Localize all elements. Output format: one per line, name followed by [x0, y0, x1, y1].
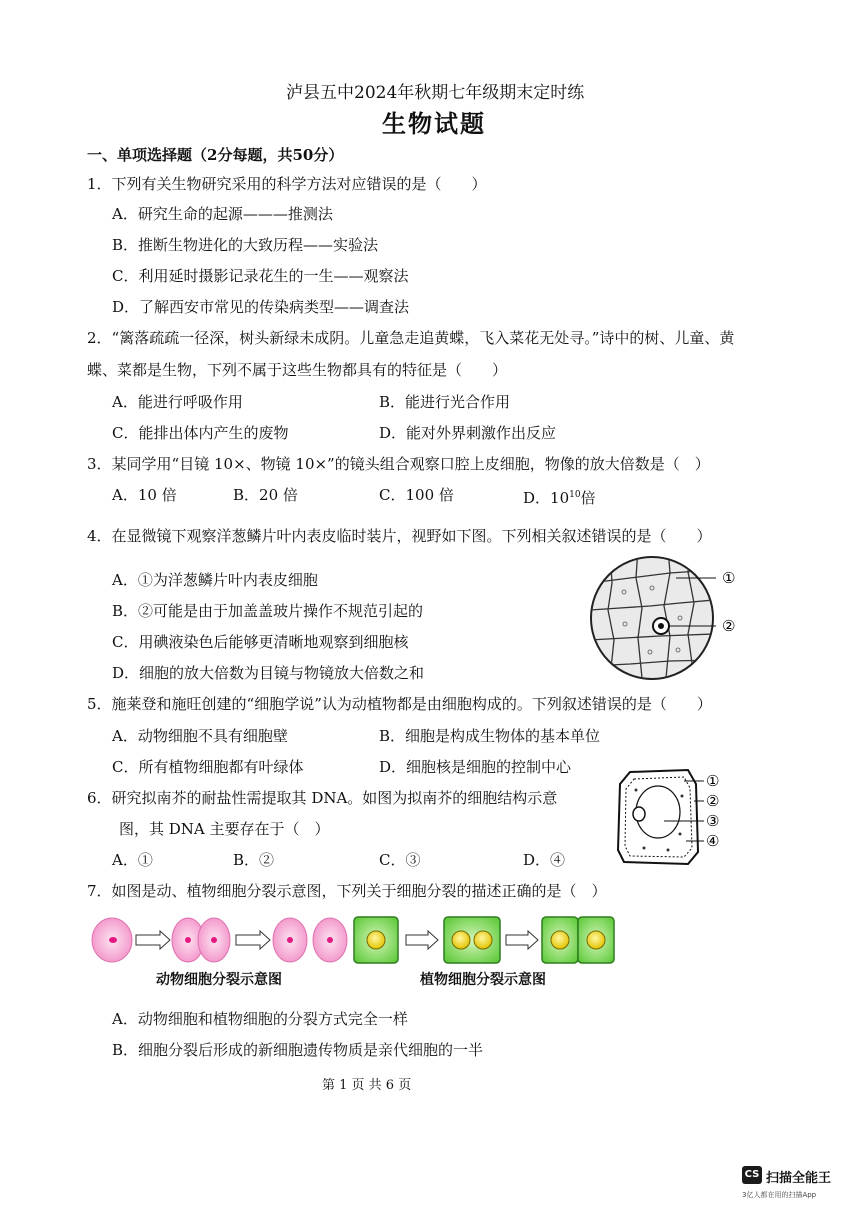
- exam-title: 泸县五中2024年秋期七年级期末定时练: [286, 83, 585, 103]
- question-7-option-b: B．细胞分裂后形成的新细胞遗传物质是亲代细胞的一半: [112, 1041, 484, 1059]
- question-2-option-d: D．能对外界刺激作出反应: [379, 424, 557, 442]
- animal-division-caption: 动物细胞分裂示意图: [156, 972, 282, 988]
- question-4-option-a: A．①为洋葱鳞片叶内表皮细胞: [112, 571, 318, 589]
- question-3-option-c: C．100 倍: [379, 486, 454, 504]
- question-7-option-a: A．动物细胞和植物细胞的分裂方式完全一样: [112, 1010, 408, 1028]
- camscanner-name: 扫描全能王: [766, 1171, 832, 1186]
- question-5-option-d: D．细胞核是细胞的控制中心: [379, 758, 572, 776]
- subject-title: 生物试题: [382, 109, 486, 138]
- animal-cell-division-figure: [90, 912, 360, 968]
- cell-label-1: ①: [706, 772, 720, 790]
- question-5-stem: 5．施莱登和施旺创建的“细胞学说”认为动植物都是由细胞构成的。下列叙述错误的是（ ）: [87, 695, 712, 713]
- question-2-option-a: A．能进行呼吸作用: [112, 393, 243, 411]
- question-6-stem-line1: 6．研究拟南芥的耐盐性需提取其 DNA。如图为拟南芥的细胞结构示意: [87, 789, 558, 807]
- question-5-option-c: C．所有植物细胞都有叶绿体: [112, 758, 304, 776]
- question-1-option-d: D．了解西安市常见的传染病类型——调查法: [112, 298, 410, 316]
- question-2-option-c: C．能排出体内产生的废物: [112, 424, 289, 442]
- question-1-option-c: C．利用延时摄影记录花生的一生——观察法: [112, 267, 409, 285]
- question-3-option-d: D．$10^{10}$倍: [523, 489, 596, 507]
- question-2-stem-line2: 蝶、菜都是生物，下列不属于这些生物都具有的特征是（ ）: [87, 361, 508, 379]
- cell-label-4: ④: [706, 832, 720, 850]
- question-5-option-b: B．细胞是构成生物体的基本单位: [379, 727, 601, 745]
- camscanner-logo-icon: CS: [742, 1166, 762, 1184]
- plant-division-caption: 植物细胞分裂示意图: [420, 972, 546, 988]
- figure-label-1: ①: [722, 569, 736, 587]
- question-3-option-b: B．20 倍: [233, 486, 298, 504]
- question-6-option-a: A．①: [112, 851, 153, 869]
- question-6-option-c: C．③: [379, 851, 421, 869]
- question-6-stem-line2: 图，其 DNA 主要存在于（ ）: [119, 820, 330, 838]
- question-4-option-c: C．用碘液染色后能够更清晰地观察到细胞核: [112, 633, 409, 651]
- question-4-option-b: B．②可能是由于加盖盖玻片操作不规范引起的: [112, 602, 424, 620]
- question-4-stem: 4．在显微镜下观察洋葱鳞片叶内表皮临时装片，视野如下图。下列相关叙述错误的是（ ）: [87, 527, 712, 545]
- plant-cell-division-figure: [352, 912, 622, 968]
- question-2-option-b: B．能进行光合作用: [379, 393, 511, 411]
- question-6-option-b: B．②: [233, 851, 275, 869]
- microscope-field-figure: [590, 548, 760, 688]
- question-6-option-d: D．④: [523, 851, 566, 869]
- question-3-stem: 3．某同学用“目镜 10×、物镜 10×”的镜头组合观察口腔上皮细胞，物像的放大倍数是（ ）: [87, 455, 710, 473]
- plant-cell-figure: [612, 764, 732, 870]
- question-3-option-a: A．10 倍: [112, 486, 177, 504]
- question-1-option-a: A．研究生命的起源———推测法: [112, 205, 333, 223]
- figure-label-2: ②: [722, 617, 736, 635]
- cell-label-3: ③: [706, 812, 720, 830]
- section-heading: 一、单项选择题（2分每题，共50分）: [87, 146, 344, 164]
- exponent: 10: [569, 490, 581, 500]
- question-5-option-a: A．动物细胞不具有细胞壁: [112, 727, 288, 745]
- question-2-stem-line1: 2．“篱落疏疏一径深，树头新绿未成阴。儿童急走追黄蝶，飞入菜花无处寻。”诗中的树、儿童、黄: [87, 329, 735, 347]
- question-7-stem: 7．如图是动、植物细胞分裂示意图，下列关于细胞分裂的描述正确的是（ ）: [87, 882, 607, 900]
- page-footer: 第 1 页 共 6 页: [322, 1078, 412, 1093]
- camscanner-slogan: 3亿人都在用的扫描App: [742, 1191, 817, 1199]
- question-1-stem: 1．下列有关生物研究采用的科学方法对应错误的是（ ）: [87, 175, 487, 193]
- cell-label-2: ②: [706, 792, 720, 810]
- question-1-option-b: B．推断生物进化的大致历程——实验法: [112, 236, 379, 254]
- question-4-option-d: D．细胞的放大倍数为目镜与物镜放大倍数之和: [112, 664, 425, 682]
